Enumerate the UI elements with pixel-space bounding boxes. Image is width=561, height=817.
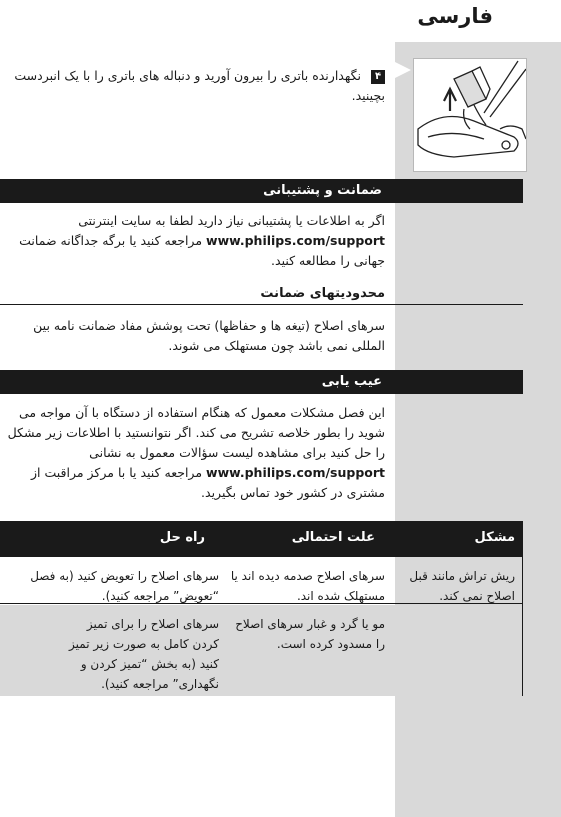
step-4-text: نگهدارنده باتری را بیرون آورید و دنباله های باتری را با یک انبردست بچینید. [14, 68, 385, 103]
troubleshooting-text-part1: این فصل مشکلات معمول که هنگام استفاده از دستگاه با آن مواجه می شوید را بطور خلاصه تشریح می کند. اگر نتوانستید با اطلاعات زیر مشکل را حل کنید برای مشاهده لیست سؤالات معمول به نشانی [7, 405, 385, 460]
row-2-solution: سرهای اصلاح را برای تمیز کردن کامل به صورت زیر تمیز کنید (به بخش “تمیز کردن و نگهداری” مراجعه کنید). [69, 617, 219, 691]
table-right-border [522, 557, 523, 696]
row-1-cause: سرهای اصلاح صدمه دیده اند یا مستهلک شده اند. [230, 569, 385, 603]
shaver-pliers-drawing [414, 59, 526, 171]
step-4-instruction [13, 66, 385, 106]
troubleshooting-text-part2: مراجعه کنید یا با مرکز مراقبت از مشتری در کشور خود تماس بگیرید. [30, 465, 385, 500]
troubleshooting-paragraph [3, 403, 385, 503]
battery-removal-illustration [413, 58, 527, 172]
warranty-section-header [0, 179, 523, 203]
language-title: فارسی [417, 4, 493, 28]
warranty-support-link[interactable]: www.philips.com/support [206, 233, 385, 248]
step-pointer-arrow [395, 62, 411, 78]
column-header-cause: علت احتمالی [291, 530, 375, 545]
warranty-restrictions-heading: محدودیتهای ضمانت [260, 286, 385, 301]
restrictions-paragraph: سرهای اصلاح (تیغه ها و حفاظها) تحت پوشش مفاد ضمانت نامه بین المللی نمی باشد چون مستهلک می شوند. [33, 318, 385, 353]
troubleshooting-support-link[interactable]: www.philips.com/support [206, 465, 385, 480]
row-2-cause: مو یا گرد و غبار سرهای اصلاح را مسدود کرده است. [235, 617, 385, 651]
troubleshooting-heading: عیب یابی [321, 374, 382, 389]
troubleshooting-table-header [0, 521, 523, 557]
warranty-paragraph [3, 211, 385, 271]
warranty-heading: ضمانت و پشتیبانی [263, 183, 382, 198]
warranty-text-part2: مراجعه کنید یا برگه جداگانه ضمانت جهانی را مطالعه کنید. [19, 233, 385, 268]
row-1-solution: سرهای اصلاح را تعویض کنید (به فصل “تعویض” مراجعه کنید). [30, 569, 219, 603]
warranty-text-part1: اگر به اطلاعات یا پشتیبانی نیاز دارید لطفا به سایت اینترنتی [78, 213, 385, 228]
step-number-badge: ۴ [371, 70, 385, 84]
column-header-solution: راه حل [159, 530, 205, 545]
row-1-problem: ریش تراش مانند قبل اصلاح نمی کند. [409, 569, 515, 603]
column-header-problem: مشکل [474, 530, 515, 545]
restrictions-divider [0, 304, 523, 305]
troubleshooting-section-header [0, 370, 523, 394]
